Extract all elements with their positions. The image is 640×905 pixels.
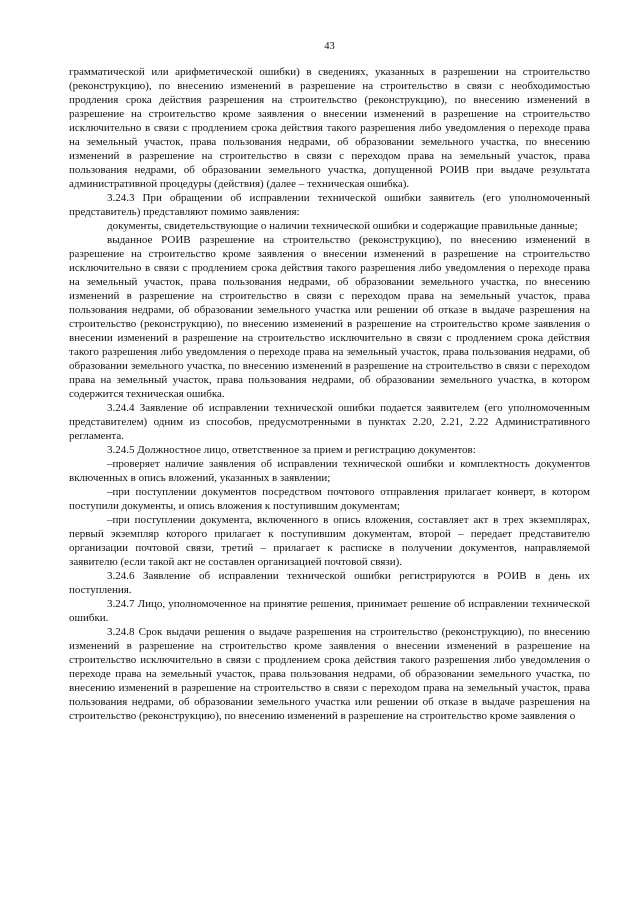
paragraph: 3.24.5 Должностное лицо, ответственное за прием и регистрацию документов: — [107, 444, 476, 456]
paragraph: –проверяет наличие заявления об исправлении технической ошибки и комплектность документов включенных в опись вложений, указанных в заявлении; — [69, 458, 590, 484]
paragraph: 3.24.7 Лицо, уполномоченное на принятие решения, принимает решение об исправлении технической ошибки. — [69, 598, 590, 624]
paragraph: 3.24.4 Заявление об исправлении технической ошибки подается заявителем (его уполномоченным представителем) одним из способов, предусмотренными в пунктах 2.20, 2.21, 2.22 Административного регламента. — [69, 402, 590, 442]
body-text — [69, 65, 590, 723]
paragraph: –при поступлении документов посредством почтового отправления прилагает конверт, в котором поступили документы, и опись вложения к поступившим документам; — [69, 486, 590, 512]
paragraph: 3.24.3 При обращении об исправлении технической ошибки заявитель (его уполномоченный представитель) представляют помимо заявления: — [69, 192, 590, 218]
paragraph: выданное РОИВ разрешение на строительство (реконструкцию), по внесению изменений в разрешение на строительство кроме заявления о внесении изменений в разрешение на строительство исключительно в связи с продлением срока действия такого разрешения либо уведомления о переходе права на земельный участок, права пользования недрами, об образовании земельного участка, по внесению изменений в разрешение на строительство в связи с переходом права на земельный участок, права пользования недрами, об образовании земельного участка или решении об отказе в выдаче разрешения на строительство (реконструкцию), по внесению изменений в разрешение на строительство кроме заявления о внесении изменений в разрешение на строительство исключительно в связи с продлением срока действия такого разрешения либо уведомления о переходе права на земельный участок, права пользования недрами, об образовании земельного участка, по внесению изменений в разрешение на строительство в связи с переходом права на земельный участок, права пользования недрами, об образовании земельного участка, в котором содержится техническая ошибка. — [69, 234, 590, 400]
page-number: 43 — [324, 41, 335, 52]
paragraph: документы, свидетельствующие о наличии технической ошибки и содержащие правильные данные; — [107, 220, 578, 232]
paragraph: 3.24.6 Заявление об исправлении технической ошибки регистрируются в РОИВ в день их поступления. — [69, 570, 590, 596]
paragraph: грамматической или арифметической ошибки) в сведениях, указанных в разрешении на строительство (реконструкцию), по внесению изменений в разрешение на строительство в связи с необходимостью продления срока действия разрешения на строительство (реконструкцию), по внесению изменений в разрешение на строительство кроме заявления о внесении изменений в разрешение на строительство исключительно в связи с продлением срока действия такого разрешения либо уведомления о переходе права на земельный участок, права пользования недрами, об образовании земельного участка, по внесению изменений в разрешение на строительство в связи с переходом права на земельный участок, права пользования недрами, об образовании земельного участка, допущенной РОИВ при выдаче результата административной процедуры (действия) (далее – техническая ошибка). — [69, 66, 590, 190]
paragraph: 3.24.8 Срок выдачи решения о выдаче разрешения на строительство (реконструкцию), по внесению изменений в разрешение на строительство кроме заявления о внесении изменений в разрешение на строительство исключительно в связи с продлением срока действия такого разрешения либо уведомления о переходе права на земельный участок, права пользования недрами, об образовании земельного участка, по внесению изменений в разрешение на строительство в связи с переходом права на земельный участок, права пользования недрами, об образовании земельного участка или решении об отказе в выдаче разрешения на строительство (реконструкцию), по внесению изменений в разрешение на строительство кроме заявления о — [69, 626, 590, 722]
paragraph: –при поступлении документа, включенного в опись вложения, составляет акт в трех экземплярах, первый экземпляр которого прилагает к поступившим документам, второй – передает представителю организации почтовой связи, третий – прилагает к расписке в получении документов, направляемой заявителю (если такой акт не составлен организацией почтовой связи). — [69, 514, 590, 568]
